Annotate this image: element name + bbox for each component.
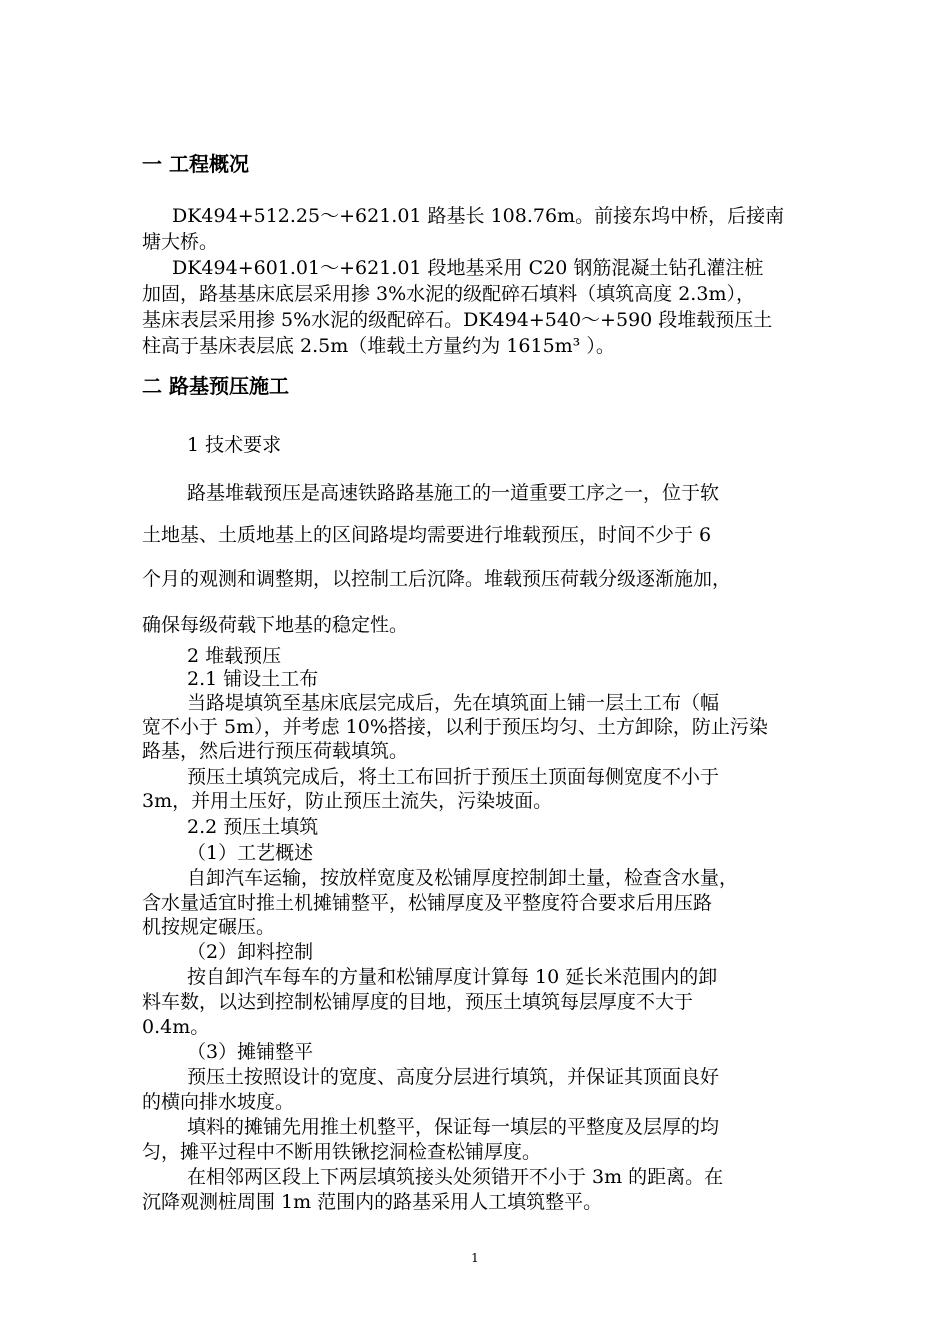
paragraph-line: 在相邻两区段上下两层填筑接头处须错开不小于 3m 的距离。在 [187,1166,724,1188]
subsection-title: （2）卸料控制 [187,941,314,963]
subsection-title: （1）工艺概述 [187,842,314,864]
paragraph-line: 按自卸汽车每车的方量和松铺厚度计算每 10 延长米范围内的卸 [187,966,718,988]
paragraph-line: 土地基、土质地基上的区间路堤均需要进行堆载预压，时间不少于 6 [142,524,712,546]
paragraph-line: 个月的观测和调整期，以控制工后沉降。堆载预压荷载分级逐渐施加， [142,568,732,590]
paragraph-line: 柱高于基床表层底 2.5m（堆载土方量约为 1615m³ ）。 [142,335,615,357]
paragraph-line: 预压土按照设计的宽度、高度分层进行填筑，并保证其顶面良好 [187,1066,720,1088]
paragraph-line: 3m，并用土压好，防止预压土流失，污染坡面。 [142,790,553,812]
paragraph-line: 料车数，以达到控制松铺厚度的目地，预压土填筑每层厚度不大于 [142,991,694,1013]
paragraph-line: 确保每级荷载下地基的稳定性。 [142,614,409,636]
paragraph-line: 预压土填筑完成后，将土工布回折于预压土顶面每侧宽度不小于 [187,766,720,788]
paragraph-line: 机按规定碾压。 [142,916,276,938]
paragraph-line: 路基堆载预压是高速铁路路基施工的一道重要工序之一，位于软 [187,482,720,504]
subsection-title: 2.2 预压土填筑 [187,816,319,838]
paragraph-line: 自卸汽车运输，按放样宽度及松铺厚度控制卸土量，检查含水量， [187,867,739,889]
paragraph-line: 的横向排水坡度。 [142,1091,295,1113]
paragraph-line: 当路堤填筑至基床底层完成后，先在填筑面上铺一层土工布（幅 [187,692,720,714]
paragraph-line: 加固，路基基床底层采用掺 3%水泥的级配碎石填料（填筑高度 2.3m）， [142,283,755,305]
section-heading-project-overview: 一 工程概况 [142,152,249,176]
paragraph-line: 填料的摊铺先用推土机整平，保证每一填层的平整度及层厚的均 [187,1116,720,1138]
page-number: 1 [471,1251,479,1265]
paragraph-line: DK494+601.01～+621.01 段地基采用 C20 钢筋混凝土钻孔灌注桩 [172,257,764,279]
paragraph-line: 基床表层采用掺 5%水泥的级配碎石。DK494+540～+590 段堆载预压土 [142,309,773,331]
subsection-title: 2.1 铺设土工布 [187,668,319,690]
paragraph-line: 宽不小于 5m），并考虑 10%搭接，以利于预压均匀、土方卸除，防止污染 [142,716,768,738]
subsection-title: 2 堆载预压 [187,645,282,667]
paragraph-line: 0.4m。 [142,1016,210,1038]
paragraph-line: 匀，摊平过程中不断用铁锹挖洞检查松铺厚度。 [142,1141,542,1163]
paragraph-line: 沉降观测桩周围 1m 范围内的路基采用人工填筑整平。 [142,1191,603,1213]
paragraph-line: 塘大桥。 [142,231,219,253]
paragraph-line: 路基，然后进行预压荷载填筑。 [142,740,409,762]
paragraph-line: DK494+512.25～+621.01 路基长 108.76m。前接东坞中桥，后接南 [172,205,785,227]
paragraph-line: 含水量适宜时推土机摊铺整平，松铺厚度及平整度符合要求后用压路 [142,892,713,914]
subsection-title: 1 技术要求 [187,434,282,456]
subsection-title: （3）摊铺整平 [187,1041,314,1063]
section-heading-subgrade-preloading: 二 路基预压施工 [142,374,289,398]
